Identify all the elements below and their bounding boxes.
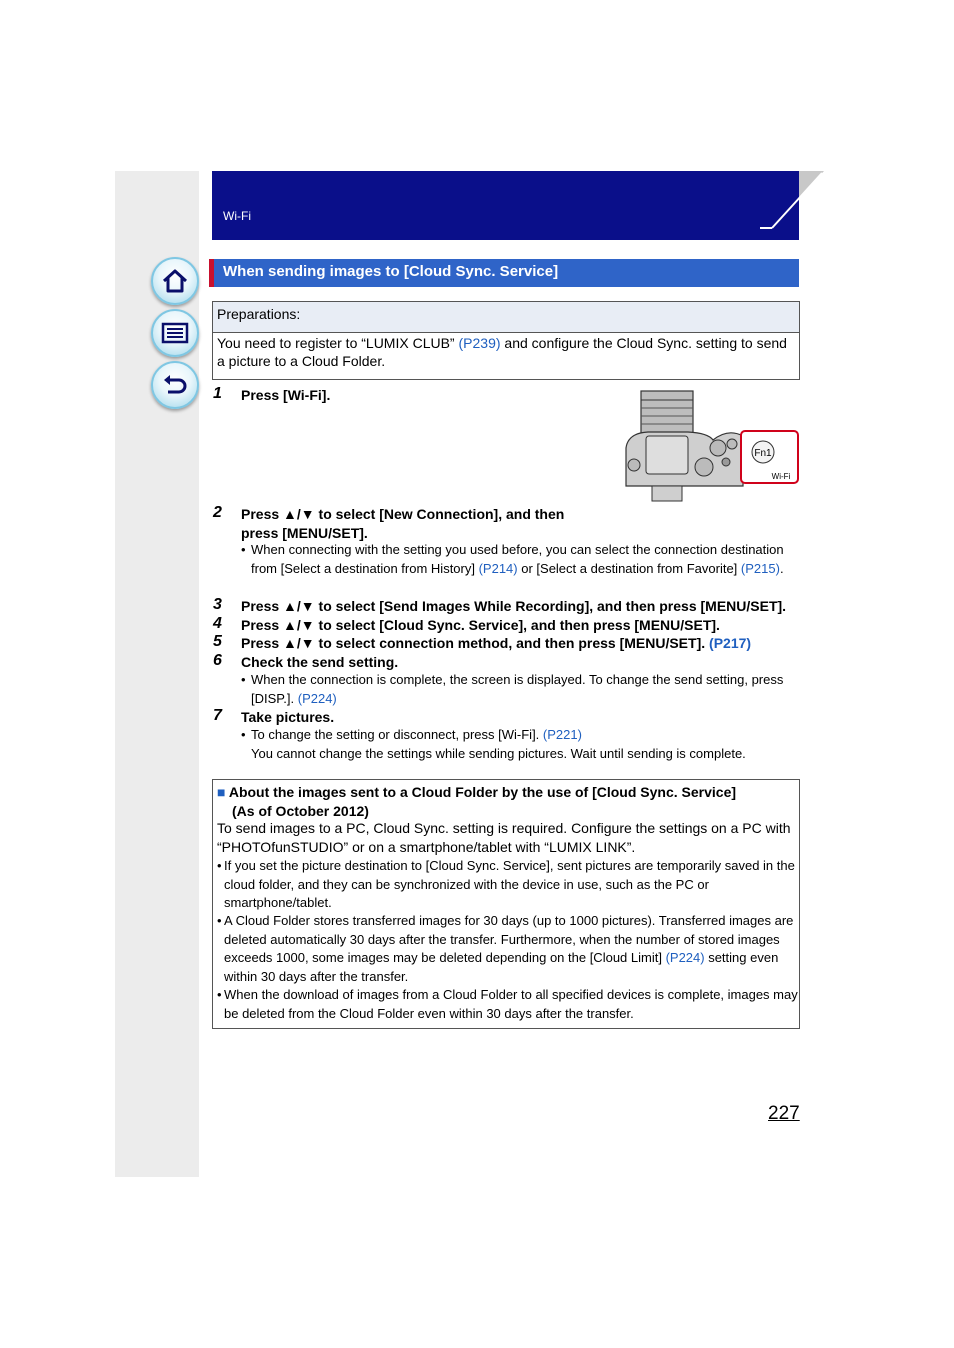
info-bullet-1-text: If you set the picture destination to [Cloud Sync. Service], sent pictures are temporarily saved in the cloud folder, and they can be synchronized with the device in use, such as the PC or smartphone/tablet.: [224, 858, 795, 910]
step-2-note: [241, 541, 793, 578]
bullet: •: [241, 727, 246, 742]
prep-text-2: and configure the Cloud Sync. setting to send a picture to a Cloud Folder.: [217, 335, 787, 369]
section-title: [209, 259, 799, 287]
note-text: .: [779, 560, 784, 576]
step-4-text: Press ▲/▼ to select [Cloud Sync. Service], and then press [MENU/SET].: [241, 617, 720, 633]
link-p221[interactable]: (P221): [542, 727, 582, 742]
info-box-title: [217, 783, 793, 821]
link-p224[interactable]: (P224): [665, 950, 705, 965]
section-title-text: When sending images to [Cloud Sync. Service]: [223, 263, 559, 280]
menu-list-button[interactable]: [151, 309, 199, 357]
cloud-folder-info-box: [212, 779, 800, 1029]
info-bullet-2: [217, 912, 799, 986]
preparations-box: [212, 301, 800, 380]
bullet: •: [241, 672, 246, 687]
home-button[interactable]: [151, 257, 199, 305]
bullet: •: [217, 858, 222, 873]
preparations-text: [217, 334, 793, 370]
link-p224[interactable]: (P224): [297, 690, 337, 706]
bullet: •: [217, 913, 222, 928]
step-5-text: [241, 634, 751, 653]
camera-illustration: [618, 388, 802, 506]
step-3-number: 3: [213, 596, 222, 613]
info-bullet-2-text: A Cloud Folder stores transferred images for 30 days (up to 1000 pictures). Transferred images are deleted automatically 30 days after the transfer. Furthermore, when the number of stored images exceeds 1000, some images may be deleted depending on the [Cloud Limit]: [224, 913, 794, 965]
fn1-label: Fn1: [754, 448, 772, 459]
note-text: When connecting with the setting you used before, you can select the connection destination from [Select a destination from History]: [251, 542, 784, 576]
link-p214[interactable]: (P214): [478, 560, 518, 576]
step-2-line-2: press [MENU/SET].: [241, 525, 368, 541]
preparations-heading-text: Preparations:: [217, 306, 301, 322]
back-button[interactable]: [151, 361, 199, 409]
info-bullet-3: [217, 986, 799, 1023]
wifi-label: Wi-Fi: [771, 472, 791, 481]
info-title-line-1: About the images sent to a Cloud Folder by the use of [Cloud Sync. Service]: [228, 784, 737, 800]
step-2-number: 2: [213, 504, 222, 521]
note-text: To change the setting or disconnect, press [Wi-Fi].: [251, 727, 543, 742]
header-corner-decoration: [760, 171, 824, 241]
step-7-number: 7: [213, 707, 222, 724]
bullet: •: [241, 542, 246, 557]
info-title-line-2: (As of October 2012): [232, 803, 369, 819]
bullet: •: [217, 987, 222, 1002]
step-2-text: [241, 505, 564, 543]
step-6-note: [241, 671, 793, 708]
step-1-number: 1: [213, 385, 222, 402]
step-7-note: [241, 726, 793, 763]
step-6-number: 6: [213, 652, 222, 669]
note-text: or [Select a destination from Favorite]: [517, 560, 741, 576]
step-4-number: 4: [213, 615, 222, 632]
prep-text-1: You need to register to “LUMIX CLUB”: [217, 335, 459, 351]
step-6-text: Check the send setting.: [241, 654, 399, 670]
note-text-line-2: You cannot change the settings while sending pictures. Wait until sending is complete.: [251, 745, 746, 761]
chapter-label: Wi-Fi: [223, 209, 251, 223]
chapter-header: [212, 171, 799, 240]
step-5-label: Press ▲/▼ to select connection method, and then press [MENU/SET].: [241, 635, 706, 651]
link-p215[interactable]: (P215): [740, 560, 780, 576]
preparations-heading: [213, 302, 799, 333]
info-bullet-1: [217, 857, 799, 913]
info-bullet-2-text-end: setting even within 30 days after the transfer.: [224, 950, 779, 984]
info-intro: To send images to a PC, Cloud Sync. setting is required. Configure the settings on a PC with “PHOTOfunSTUDIO” or on a smartphone/tablet with “LUMIX LINK”.: [217, 820, 791, 855]
step-5-number: 5: [213, 633, 222, 650]
note-text: When the connection is complete, the screen is displayed. To change the send setting, press [DISP.].: [251, 672, 784, 706]
step-3-text: Press ▲/▼ to select [Send Images While Recording], and then press [MENU/SET].: [241, 598, 787, 614]
menu-list-icon: [161, 319, 189, 347]
link-p217[interactable]: (P217): [709, 635, 752, 651]
link-p239[interactable]: (P239): [458, 335, 501, 351]
home-icon: [161, 267, 189, 295]
step-1-text: Press [Wi-Fi].: [241, 387, 331, 403]
square-bullet-icon: ■: [217, 784, 226, 800]
info-bullet-3-text: When the download of images from a Cloud Folder to all specified devices is complete, images may be deleted from the Cloud Folder even within 30 days after the transfer.: [224, 987, 798, 1021]
step-2-line-1: Press ▲/▼ to select [New Connection], and then: [241, 506, 565, 522]
back-arrow-icon: [161, 371, 189, 399]
page-number: 227: [768, 1103, 800, 1124]
step-7-text: Take pictures.: [241, 709, 335, 725]
